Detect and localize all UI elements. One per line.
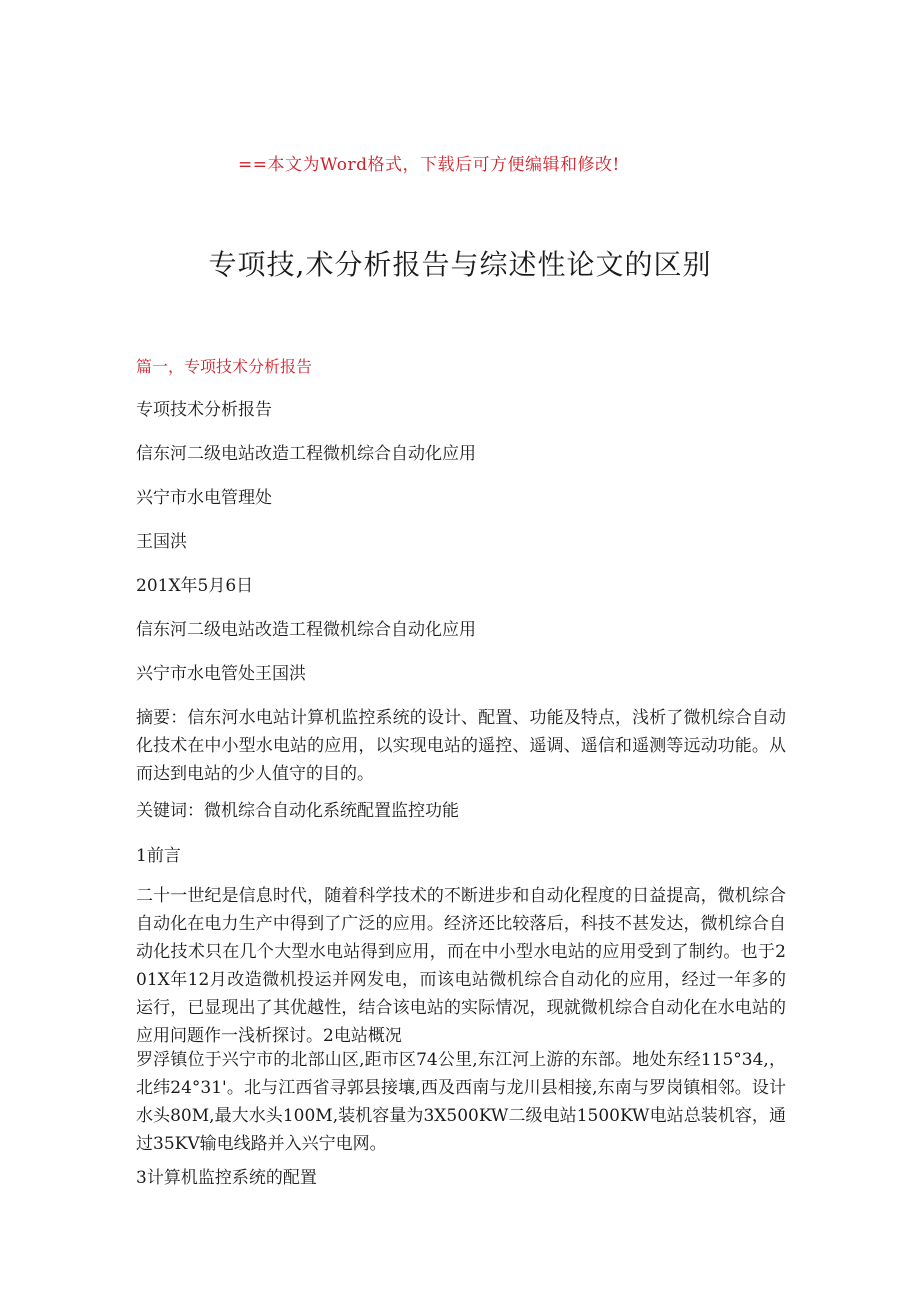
section2-paragraph: 罗浮镇位于兴宁市的北部山区,距市区74公里,东江河上游的东部。地处东经115°34,，北纬24°31'。北与江西省寻郭县接壤,西及西南与龙川县相接,东南与罗岗镇相邻。设计水头80M,最大水头100M,装机容量为3X500KW二级电站1500KW电站总装机容，通过35KV输电线路并入兴宁电网。 [136,1050,786,1154]
section3-title: 3计算机监控系统的配置 [136,1168,317,1188]
report-type-line: 专项技术分析报告 [136,400,272,420]
section-heading: 篇一，专项技术分析报告 [136,357,313,376]
section1-paragraph: 二十一世纪是信息时代，随着科学技术的不断进步和自动化程度的日益提高，微机综合自动化在电力生产中得到了广泛的应用。经济还比较落后，科技不甚发达，微机综合自动化技术只在几个大型水电站得到应用，而在中小型水电站的应用受到了制约。也于201X年12月改造微机投运并网发电，而该电站微机综合自动化的应用，经过一年多的运行，已显现出了其优越性，结合该电站的实际情况，现就微机综合自动化在水电站的应用问题作一浅析探讨。2电站概况 [136,886,786,1046]
word-format-notice: ==本文为Word格式，下载后可方便编辑和修改! [238,155,620,175]
organization-line: 兴宁市水电管理处 [136,488,272,508]
section1-title: 1前言 [136,846,181,866]
abstract-paragraph: 摘要：信东河水电站计算机监控系统的设计、配置、功能及特点，浅析了微机综合自动化技术在中小型水电站的应用，以实现电站的遥控、遥调、遥信和遥测等远动功能。从而达到电站的少人值守的目的。 [136,708,786,784]
author-line: 王国洪 [136,532,187,552]
keywords-line: 关键词：微机综合自动化系统配置监控功能 [136,801,459,821]
date-line: 201X年5月6日 [136,576,254,596]
project-name-line: 信东河二级电站改造工程微机综合自动化应用 [136,444,476,464]
project-name-repeat-line: 信东河二级电站改造工程微机综合自动化应用 [136,620,476,640]
author-organization-line: 兴宁市水电管处王国洪 [136,664,306,684]
document-title: 专项技,术分析报告与综述性论文的区别 [208,248,712,281]
